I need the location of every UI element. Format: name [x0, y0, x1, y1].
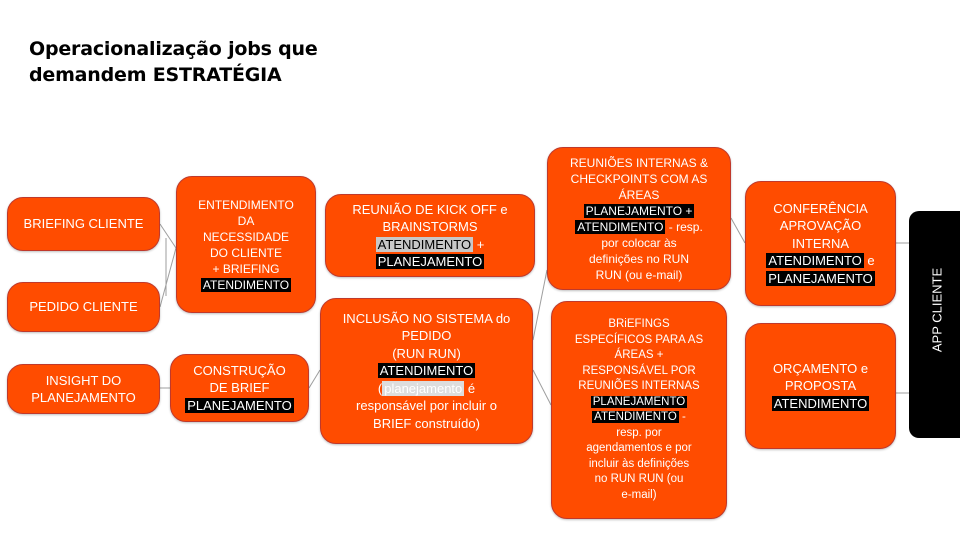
tag-atendimento: ATENDIMENTO: [577, 219, 664, 234]
node-construcao-brief: CONSTRUÇÃO DE BRIEF PLANEJAMENTO: [170, 354, 309, 422]
tag-atendimento: ATENDIMENTO: [594, 411, 677, 423]
tag-atendimento: ATENDIMENTO: [377, 236, 472, 252]
connector-reunioes-conferencia: [731, 218, 745, 243]
tag-planejamento: PLANEJAMENTO: [377, 254, 483, 269]
node-orcamento: ORÇAMENTO e PROPOSTA ATENDIMENTO: [745, 323, 896, 449]
tag-atendimento: ATENDIMENTO: [768, 253, 862, 269]
node-insight-planejamento: INSIGHT DO PLANEJAMENTO: [7, 364, 160, 414]
tag-planejamento: PLANEJAMENTO: [187, 397, 292, 413]
app-cliente-label: APP CLIENTE: [929, 267, 945, 353]
tag-planejamento: PLANEJAMENTO: [768, 270, 873, 286]
title-line-2: demandem ESTRATÉGIA: [29, 64, 282, 86]
connector-inclusao-briefings: [533, 370, 551, 405]
connector-briefing-entendimento: [160, 224, 176, 248]
tag-atendimento: ATENDIMENTO: [202, 277, 290, 292]
tag-planejamento: planejamento: [384, 380, 463, 396]
tag-atendimento: ATENDIMENTO: [379, 363, 474, 379]
tag-atendimento: ATENDIMENTO: [773, 395, 868, 411]
node-conferencia: CONFERÊNCIA APROVAÇÃO INTERNA ATENDIMENTO e PLANEJAMENTO: [745, 181, 896, 306]
connector-inclusao-reunioes: [533, 270, 547, 340]
connector-pedido-entendimento: [160, 248, 176, 307]
node-inclusao-sistema: INCLUSÃO NO SISTEMA do PEDIDO (RUN RUN) ATENDIMENTO ( planejamento é responsável por incluir o BRIEF construído): [320, 298, 533, 444]
node-briefings-especificos: BRiEFINGS ESPECÍFICOS PARA AS ÁREAS + RESPONSÁVEL POR REUNIÕES INTERNAS PLANEJAMENTO ATENDIMENTO - resp. por agendamentos e por incluir às definições no RUN RUN (ou e-mail): [551, 301, 727, 519]
node-pedido-cliente: PEDIDO CLIENTE: [7, 282, 160, 332]
node-briefing-cliente: BRIEFING CLIENTE: [7, 197, 160, 251]
connector-construcao-inclusao: [309, 370, 320, 388]
tag-planejamento: PLANEJAMENTO: [592, 395, 686, 408]
node-reunioes-internas: REUNIÕES INTERNAS & CHECKPOINTS COM AS ÁREAS PLANEJAMENTO + ATENDIMENTO - resp. por colocar às definições no RUN RUN (ou e-mail): [547, 147, 731, 290]
node-entendimento: ENTENDIMENTO DA NECESSIDADE DO CLIENTE + BRIEFING ATENDIMENTO: [176, 176, 316, 313]
title-line-1: Operacionalização jobs que: [29, 38, 318, 60]
node-kickoff: REUNIÃO DE KICK OFF e BRAINSTORMS ATENDIMENTO + PLANEJAMENTO: [325, 194, 535, 277]
tag-planejamento: PLANEJAMENTO +: [585, 203, 693, 218]
